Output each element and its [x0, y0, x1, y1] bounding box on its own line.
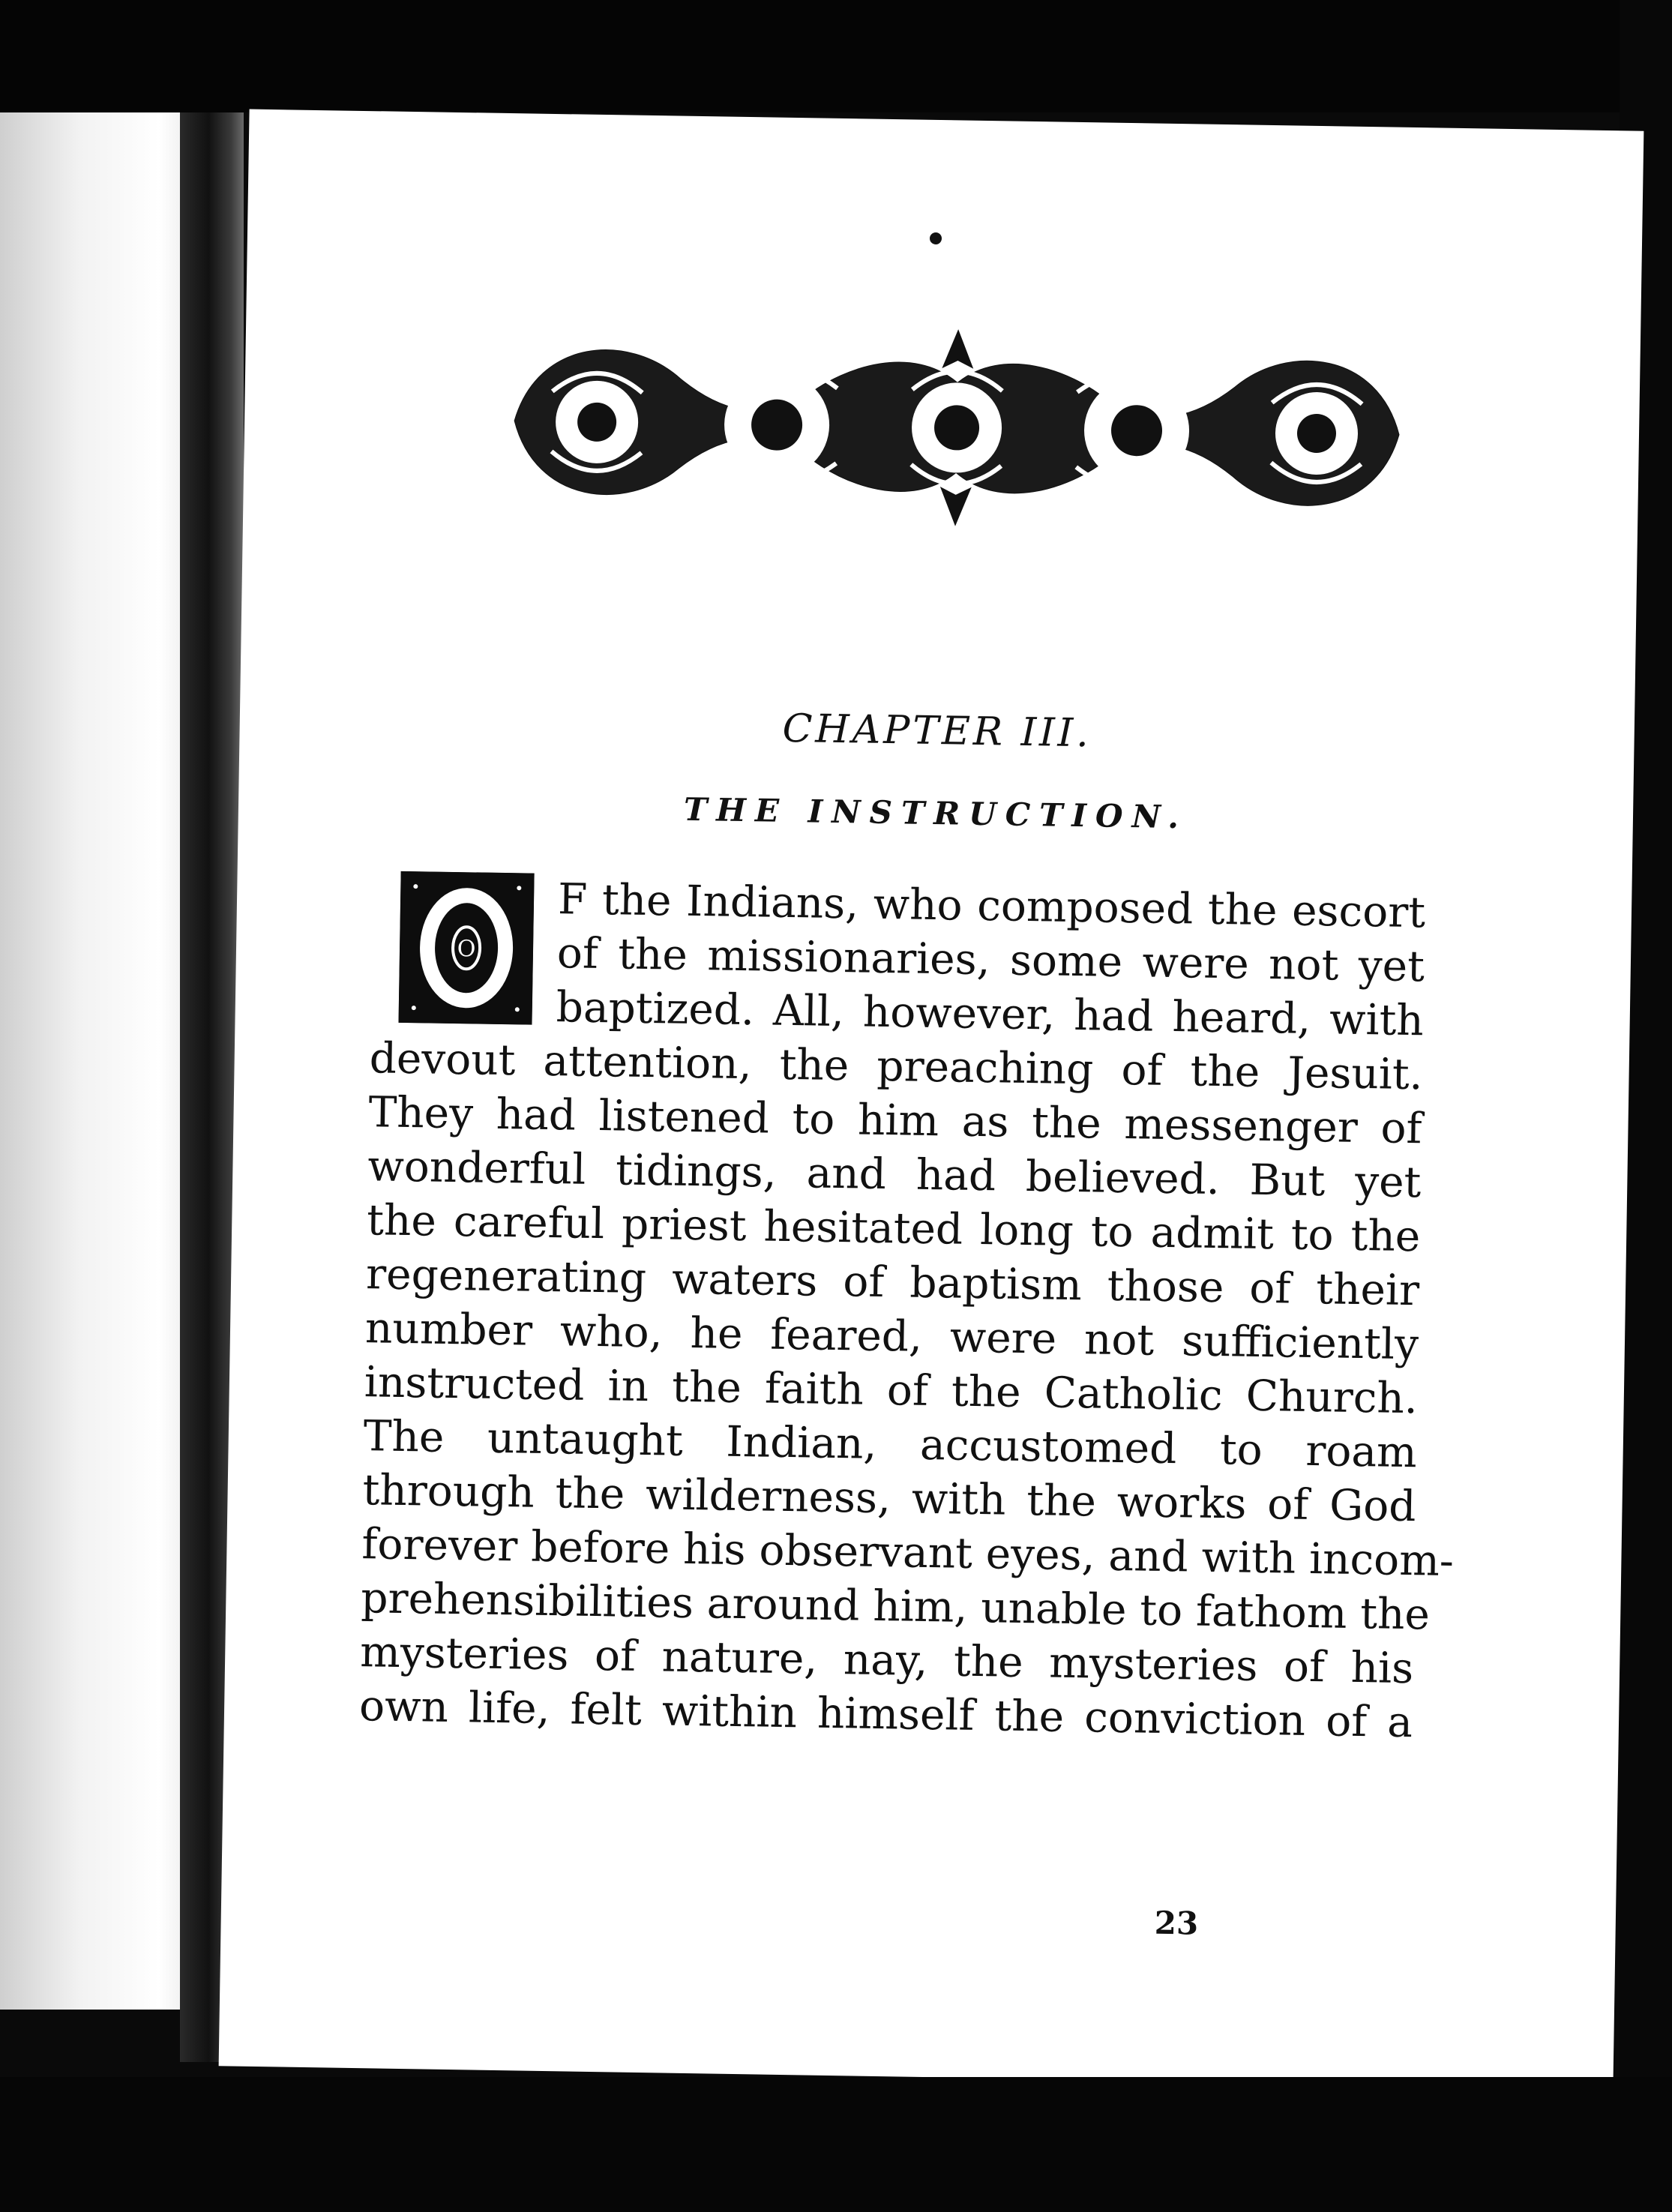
chapter-subtitle: THE INSTRUCTION.	[683, 790, 1188, 836]
drop-cap-letter: O	[457, 936, 476, 963]
text-line: wonderful tidings, and had believed. But yet	[367, 1142, 1422, 1208]
drop-cap-initial	[399, 871, 535, 1025]
text-line: mysteries of nature, nay, the mysteries of his	[359, 1628, 1414, 1694]
text-line: F the Indians, who composed the escort	[557, 875, 1426, 938]
text-line: The untaught Indian, accustomed to roam	[363, 1412, 1418, 1478]
text-line: of the missionaries, some were not yet	[556, 929, 1425, 992]
text-line: own life, felt within himself the conviction of a	[358, 1682, 1413, 1748]
text-line: They had listened to him as the messenger of	[368, 1088, 1422, 1154]
floral-headpiece-ornament	[490, 308, 1424, 547]
text-line: through the wilderness, with the works of God	[362, 1466, 1417, 1532]
facing-page-left	[0, 112, 199, 2010]
page-number: 23	[1154, 1904, 1199, 1942]
film-border-bottom	[0, 2077, 1672, 2212]
text-line: regenerating waters of baptism those of their	[365, 1250, 1420, 1316]
book-page	[219, 109, 1644, 2088]
text-line: baptized. All, however, had heard, with	[556, 983, 1425, 1046]
text-line: forever before his observant eyes, and with incom-	[361, 1520, 1455, 1587]
chapter-title: CHAPTER III.	[782, 706, 1092, 757]
text-line: instructed in the faith of the Catholic Church.	[364, 1358, 1419, 1424]
ink-dot	[930, 232, 942, 244]
text-line: devout attention, the preaching of the Jesuit.	[369, 1034, 1424, 1100]
film-border-top	[0, 0, 1672, 112]
text-line: prehensibilities around him, unable to fathom the	[360, 1574, 1431, 1640]
text-line: number who, he feared, were not sufficiently	[364, 1304, 1419, 1370]
text-line: the careful priest hesitated long to admit to the	[366, 1196, 1421, 1262]
